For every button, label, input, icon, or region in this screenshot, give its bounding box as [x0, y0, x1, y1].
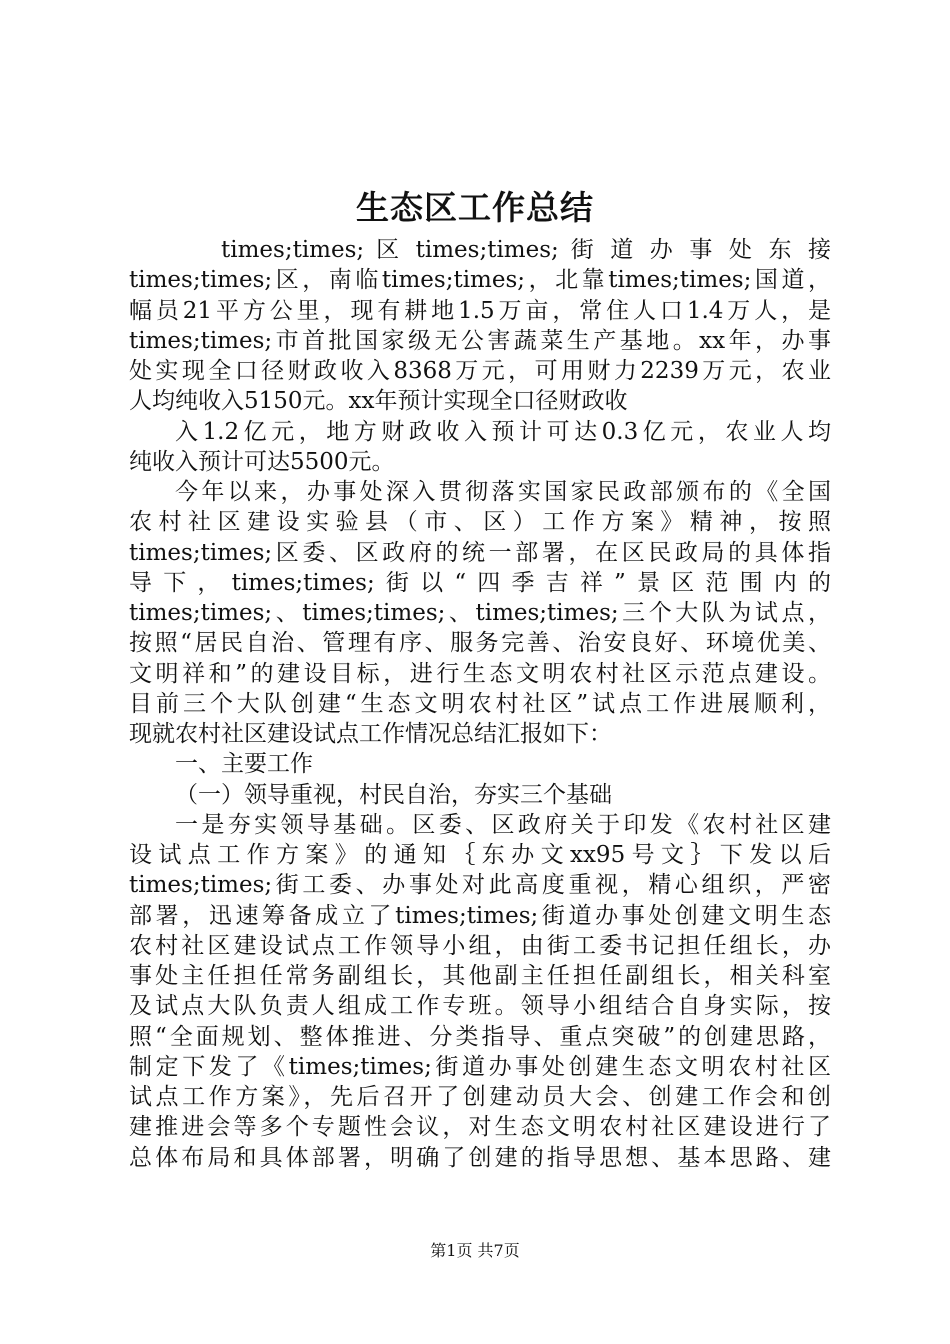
- document-body: [129, 235, 831, 1173]
- text-line: 入1.2亿元，地方财政收入预计可达0.3亿元，农业人均: [175, 418, 831, 445]
- text-line: （一）领导重视，村民自治，夯实三个基础: [175, 781, 612, 808]
- text-line: 目前三个大队创建“生态文明农村社区”试点工作进展顺利，: [129, 690, 831, 717]
- text-line: 制定下发了《times;times;街道办事处创建生态文明农村社区: [129, 1053, 831, 1080]
- text-line: 试点工作方案》，先后召开了创建动员大会、创建工作会和创: [129, 1084, 831, 1110]
- text-line: 人均纯收入5150元。xx年预计实现全口径财政收: [129, 388, 628, 415]
- text-line: 一是夯实领导基础。区委、区政府关于印发《农村社区建: [175, 811, 831, 838]
- text-line: 部署，迅速筹备成立了times;times;街道办事处创建文明生态: [129, 902, 831, 929]
- text-line: 纯收入预计可达5500元。: [129, 448, 395, 475]
- document-title: 生态区工作总结: [356, 188, 594, 227]
- text-line: times;times;、times;times;、times;times;三个大队为试点，: [129, 600, 831, 626]
- text-line: times;times;区委、区政府的统一部署，在区民政局的具体指: [129, 539, 831, 566]
- text-line: times;times;市首批国家级无公害蔬菜生产基地。xx年，办事: [129, 327, 831, 354]
- text-line: 幅员21平方公里，现有耕地1.5万亩，常住人口1.4万人，是: [129, 297, 831, 324]
- text-line: 按照“居民自治、管理有序、服务完善、治安良好、环境优美、: [129, 630, 831, 657]
- text-line: 现就农村社区建设试点工作情况总结汇报如下：: [129, 721, 612, 747]
- text-line: 农村社区建设实验县（市、区）工作方案》精神，按照: [129, 509, 831, 536]
- text-line: 事处主任担任常务副组长，其他副主任担任副组长，相关科室: [129, 963, 831, 989]
- text-line: 建推进会等多个专题性会议，对生态文明农村社区建设进行了: [129, 1114, 831, 1141]
- text-line: 一、主要工作: [175, 751, 313, 778]
- text-line: 总体布局和具体部署，明确了创建的指导思想、基本思路、建: [129, 1144, 831, 1171]
- text-line: 处实现全口径财政收入8368万元，可用财力2239万元，农业: [129, 358, 831, 384]
- text-line: times;times;区，南临times;times;，北靠times;times;国道，: [129, 267, 831, 294]
- text-line: 及试点大队负责人组成工作专班。领导小组结合自身实际，按: [129, 993, 831, 1020]
- text-line: 照“全面规划、整体推进、分类指导、重点突破”的创建思路，: [129, 1023, 831, 1050]
- text-line: 农村社区建设试点工作领导小组，由街工委书记担任组长，办: [129, 932, 831, 959]
- text-line: 文明祥和”的建设目标，进行生态文明农村社区示范点建设。: [129, 660, 831, 687]
- text-line: 导下，times;times;街以“四季吉祥”景区范围内的: [129, 569, 831, 596]
- text-line: 设试点工作方案》的通知｛东办文xx95号文｝下发以后: [129, 842, 831, 868]
- page-footer: 第1页 共7页: [430, 1241, 520, 1260]
- text-line: 今年以来，办事处深入贯彻落实国家民政部颁布的《全国: [175, 479, 831, 505]
- text-line: times;times; 区 times;times; 街 道 办 事 处 东 接: [221, 237, 831, 263]
- text-line: times;times;街工委、办事处对此高度重视，精心组织，严密: [129, 872, 831, 899]
